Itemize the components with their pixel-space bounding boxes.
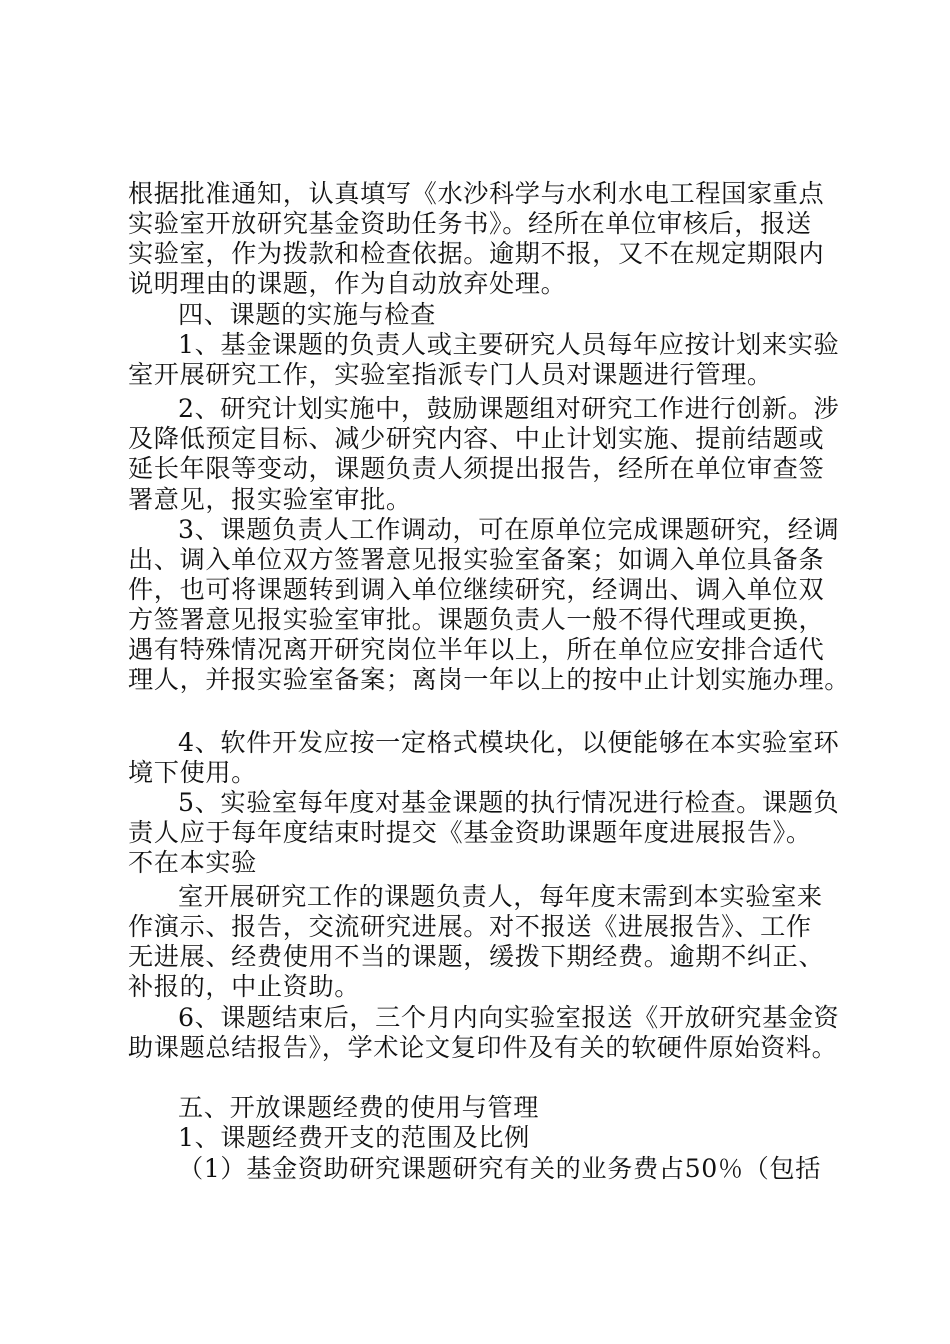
text-line: 遇有特殊情况离开研究岗位半年以上，所在单位应安排合适代 [128,635,825,664]
section-heading: 四、课题的实施与检查 [178,300,436,329]
text-line: 件，也可将课题转到调入单位继续研究，经调出、调入单位双 [128,575,825,604]
text-line: 根据批准通知，认真填写《水沙科学与水利水电工程国家重点 [128,179,825,208]
text-line: 境下使用。 [128,758,257,787]
text-line: 3、课题负责人工作调动，可在原单位完成课题研究，经调 [178,515,840,544]
text-line: 署意见，报实验室审批。 [128,485,412,514]
text-line: 补报的，中止资助。 [128,972,361,1001]
text-line: 助课题总结报告》，学术论文复印件及有关的软硬件原始资料。 [128,1033,838,1062]
text-line: 方签署意见报实验室审批。课题负责人一般不得代理或更换， [128,605,825,634]
text-line: 不在本实验 [128,848,257,877]
text-line: 说明理由的课题，作为自动放弃处理。 [128,269,567,298]
text-line: 责人应于每年度结束时提交《基金资助课题年度进展报告》。 [128,818,812,847]
text-line: 5、实验室每年度对基金课题的执行情况进行检查。课题负 [178,788,840,817]
subsection-heading: 1、课题经费开支的范围及比例 [178,1123,530,1152]
text-line: （1）基金资助研究课题研究有关的业务费占50％（包括 [178,1154,821,1183]
text-line: 延长年限等变动，课题负责人须提出报告，经所在单位审查签 [128,454,825,483]
text-line: 1、基金课题的负责人或主要研究人员每年应按计划来实验 [178,330,840,359]
text-line: 及降低预定目标、减少研究内容、中止计划实施、提前结题或 [128,424,825,453]
text-line: 室开展研究工作的课题负责人，每年度末需到本实验室来 [178,882,823,911]
text-line: 6、课题结束后，三个月内向实验室报送《开放研究基金资 [178,1003,840,1032]
text-line: 实验室，作为拨款和检查依据。逾期不报，又不在规定期限内 [128,239,825,268]
text-line: 无进展、经费使用不当的课题，缓拨下期经费。逾期不纠正、 [128,942,825,971]
text-line: 出、调入单位双方签署意见报实验室备案；如调入单位具备条 [128,545,825,574]
text-line: 室开展研究工作，实验室指派专门人员对课题进行管理。 [128,360,773,389]
text-line: 作演示、报告，交流研究进展。对不报送《进展报告》、工作 [128,912,812,941]
text-line: 实验室开放研究基金资助任务书》。经所在单位审核后，报送 [128,209,812,238]
section-heading: 五、开放课题经费的使用与管理 [178,1093,540,1122]
text-line: 理人，并报实验室备案；离岗一年以上的按中止计划实施办理。 [128,665,851,694]
text-line: 2、研究计划实施中，鼓励课题组对研究工作进行创新。涉 [178,394,840,423]
text-line: 4、软件开发应按一定格式模块化，以便能够在本实验室环 [178,728,840,757]
